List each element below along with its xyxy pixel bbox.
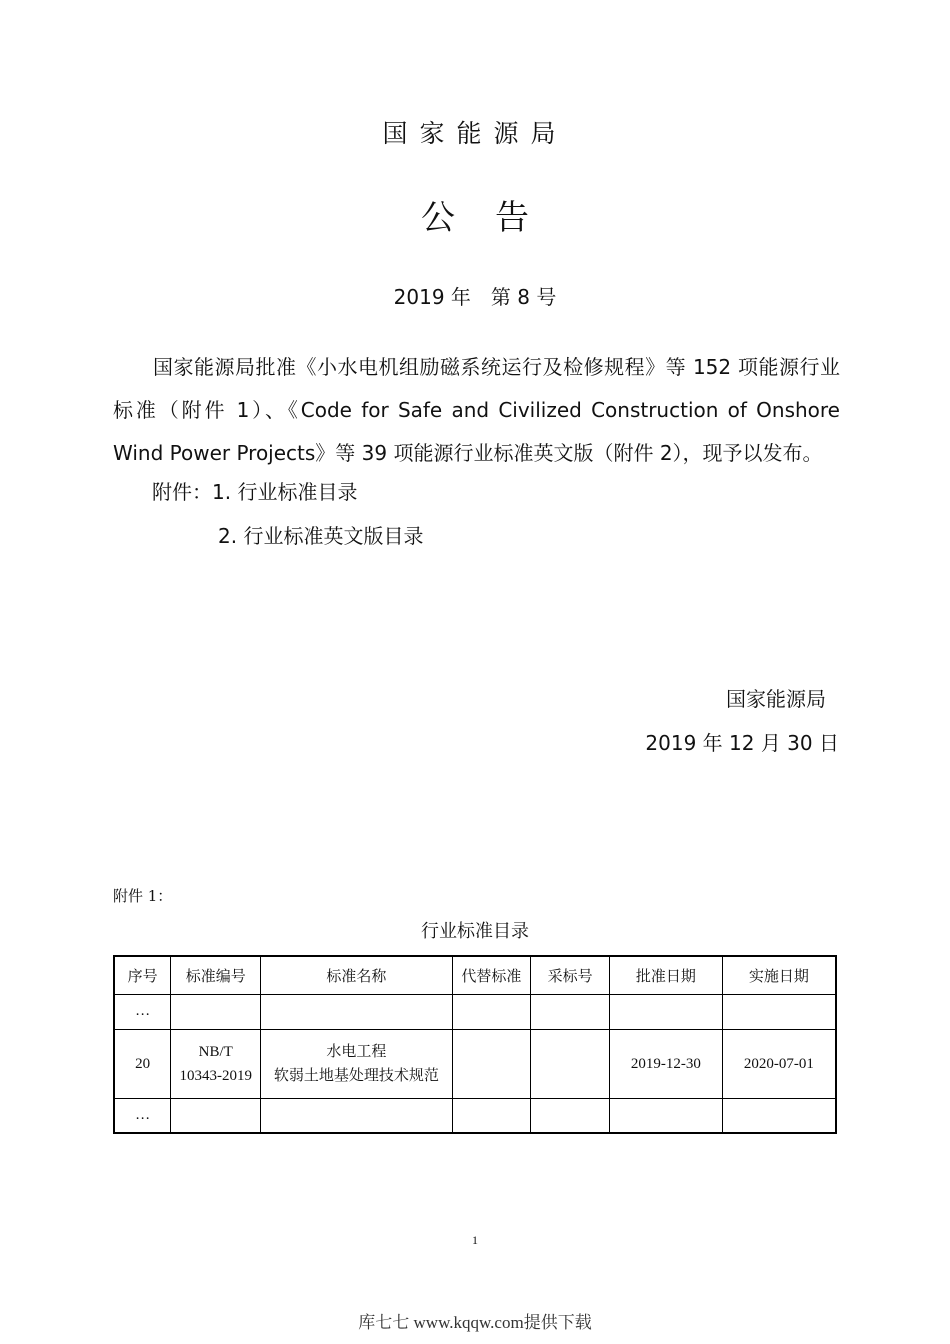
table-row	[114, 1029, 836, 1098]
appendix-label: 附件 1：	[113, 887, 173, 905]
table-header-row	[114, 956, 836, 994]
announcement-body	[113, 346, 840, 475]
announcement-paragraph: 国家能源局批准《小水电机组励磁系统运行及检修规程》等 152 项能源行业标准（附件 1）、《Code for Safe and Civilized Construction of Onshore Wind Power Projects》等 39 项能源行业标准英文版（附件 2），现予以发布。	[113, 355, 840, 465]
table-cell	[261, 1029, 452, 1098]
table-cell: 2020-07-01	[722, 1029, 836, 1098]
signature-date: 2019 年 12 月 30 日	[645, 731, 839, 755]
table-cell: …	[114, 1098, 171, 1133]
standards-table	[113, 955, 837, 1134]
table-cell	[722, 1098, 836, 1133]
table-cell	[452, 994, 531, 1029]
download-footer: 库七七 www.kqqw.com提供下载	[358, 1313, 592, 1332]
table-cell: 2019-12-30	[610, 1029, 723, 1098]
table-cell	[610, 1098, 723, 1133]
standard-name-line2: 软弱土地基处理技术规范	[273, 1067, 439, 1084]
table-cell	[610, 994, 723, 1029]
table-cell	[171, 1098, 261, 1133]
page-number: 1	[472, 1233, 478, 1247]
table-row	[114, 994, 836, 1029]
attachment-item-1: 附件：1. 行业标准目录	[152, 480, 358, 504]
column-header: 实施日期	[722, 956, 836, 994]
standard-code-line1: NB/T	[198, 1043, 233, 1060]
signature-org: 国家能源局	[726, 687, 826, 711]
table-cell	[722, 994, 836, 1029]
issuing-agency: 国家能源局	[382, 119, 568, 148]
column-header: 代替标准	[452, 956, 531, 994]
column-header: 标准编号	[171, 956, 261, 994]
document-number: 2019 年 第 8 号	[393, 285, 557, 309]
table-title: 行业标准目录	[421, 921, 529, 942]
attachment-item-2: 2. 行业标准英文版目录	[218, 524, 424, 548]
table-cell	[171, 994, 261, 1029]
table-cell: …	[114, 994, 171, 1029]
table-cell	[261, 994, 452, 1029]
column-header: 标准名称	[261, 956, 452, 994]
table-cell	[531, 1029, 610, 1098]
standard-code-line2: 10343-2019	[179, 1067, 252, 1084]
table-cell: 20	[114, 1029, 171, 1098]
table-cell	[452, 1029, 531, 1098]
table-cell	[531, 1098, 610, 1133]
table-cell	[531, 994, 610, 1029]
table-cell	[261, 1098, 452, 1133]
table-row	[114, 1098, 836, 1133]
column-header: 批准日期	[610, 956, 723, 994]
document-type: 公告	[421, 198, 569, 238]
table-cell	[171, 1029, 261, 1098]
column-header: 序号	[114, 956, 171, 994]
table-cell	[452, 1098, 531, 1133]
standard-name-line1: 水电工程	[326, 1043, 387, 1060]
column-header: 采标号	[531, 956, 610, 994]
